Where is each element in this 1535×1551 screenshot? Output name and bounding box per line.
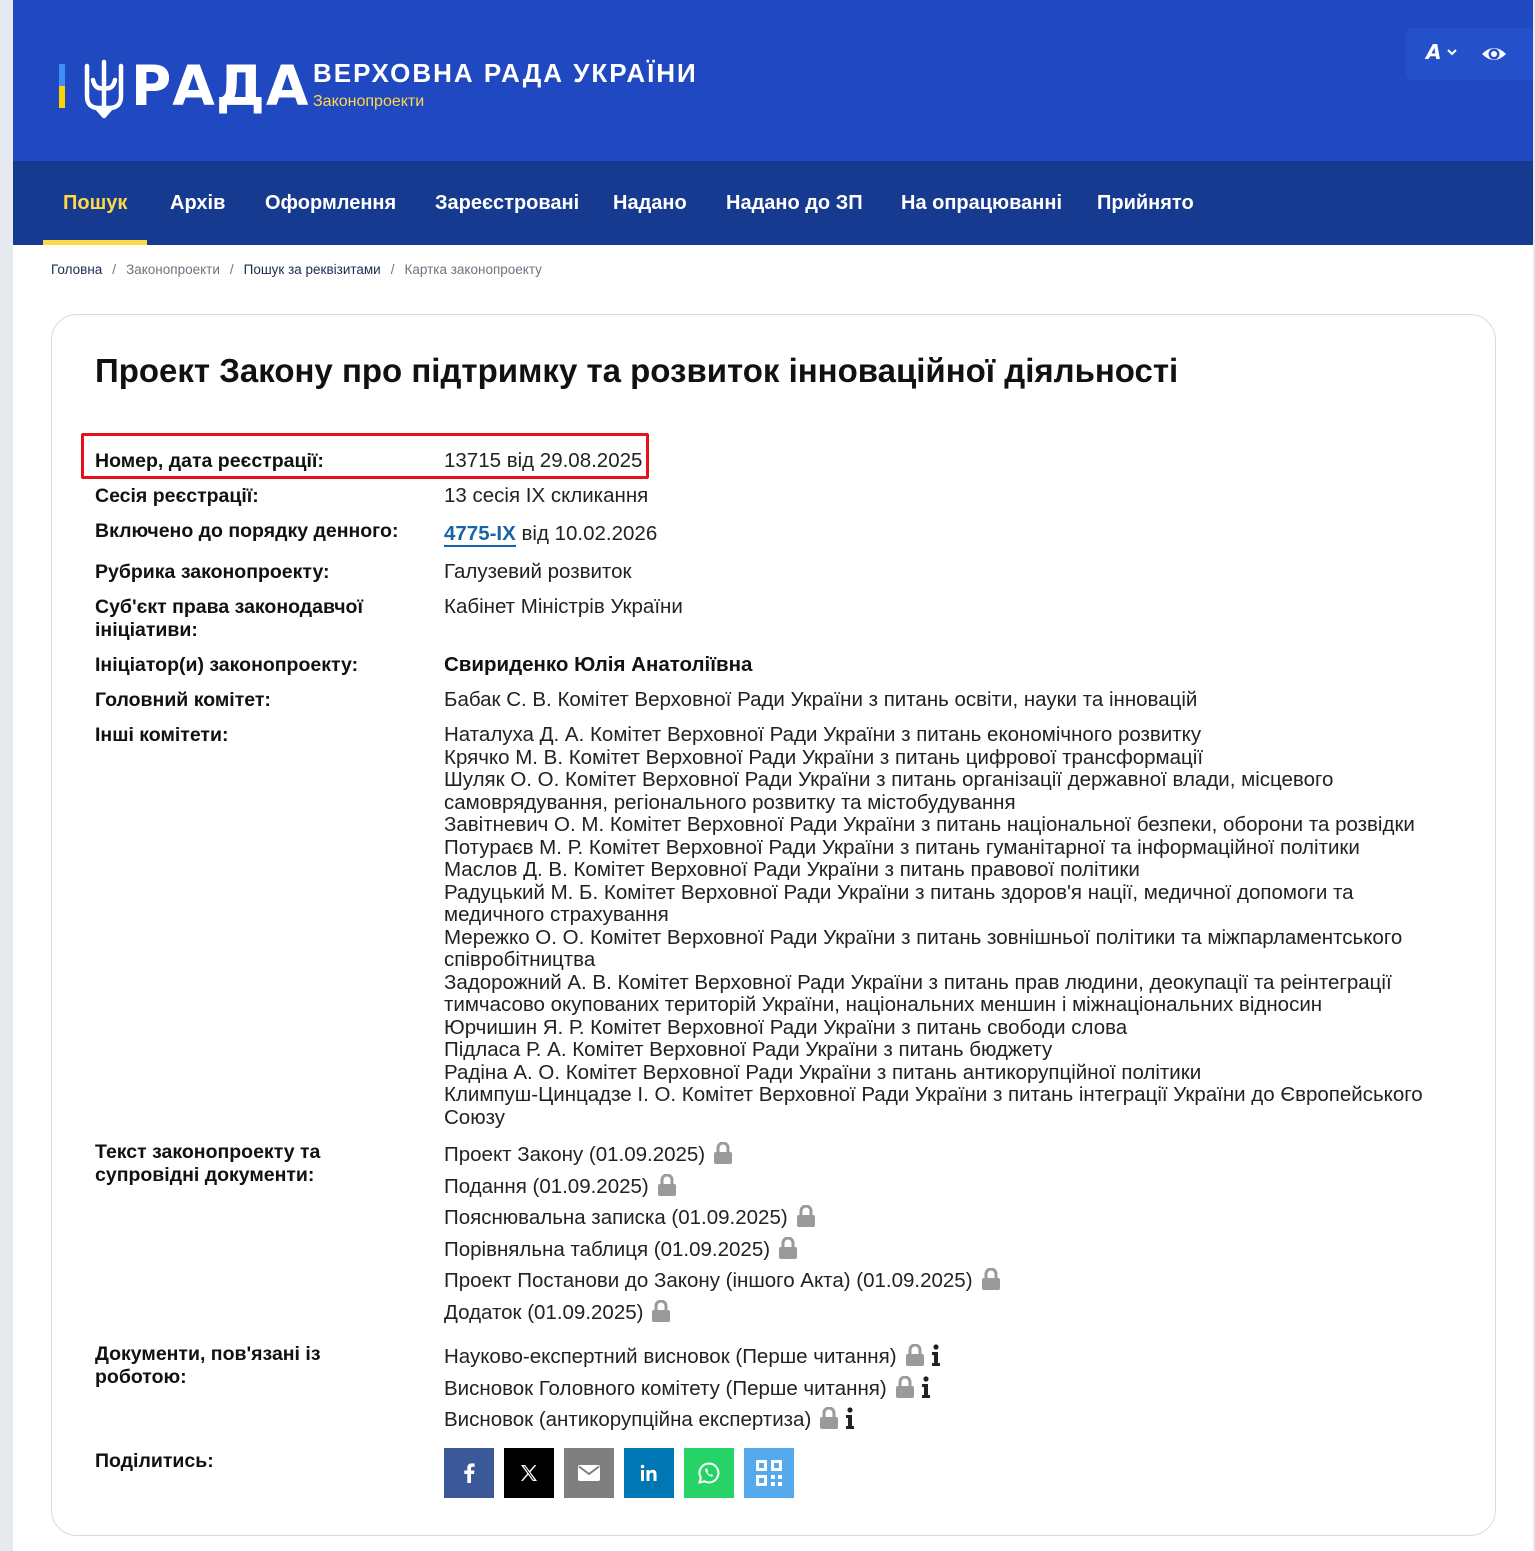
document-item xyxy=(444,1404,1444,1436)
field-label: Ініціатор(и) законопроекту: xyxy=(95,654,359,676)
nav-item-search[interactable]: Пошук xyxy=(43,161,147,245)
field-label: Сесія реєстрації: xyxy=(95,485,259,507)
lock-icon xyxy=(657,1174,677,1196)
section-subtitle: Законопроекти xyxy=(313,93,425,110)
nav-item-adopted[interactable]: Прийнято xyxy=(1097,192,1194,214)
list-item: Климпуш-Цинцадзе І. О. Комітет Верховної Ради України з питань інтеграції України до Європейського Союзу xyxy=(444,1083,1423,1129)
main-committee-value: Бабак С. В. Комітет Верховної Ради України з питань освіти, науки та інновацій xyxy=(444,688,1198,711)
info-icon[interactable] xyxy=(921,1376,931,1398)
list-item: Юрчишин Я. Р. Комітет Верховної Ради України з питань свободи слова xyxy=(444,1015,1128,1039)
eye-icon[interactable] xyxy=(1481,42,1507,66)
ukraine-flag-icon xyxy=(59,64,65,108)
accessibility-tools xyxy=(1406,28,1533,80)
field-label: Інші комітети: xyxy=(95,724,229,746)
document-title[interactable]: Подання (01.09.2025) xyxy=(444,1174,649,1198)
logo-wordmark[interactable]: РАДА xyxy=(131,54,310,118)
field-label: Головний комітет: xyxy=(95,689,271,711)
list-item: Потураєв М. Р. Комітет Верховної Ради України з питань гуманітарної та інформаційної політики xyxy=(444,835,1360,859)
bill-card xyxy=(51,314,1496,1536)
lock-icon xyxy=(796,1205,816,1227)
document-title[interactable]: Науково-експертний висновок (Перше читання) xyxy=(444,1345,897,1368)
breadcrumb: Головна / Законопроекти / Пошук за реквізитами / Картка законопроекту xyxy=(51,262,542,277)
lock-icon xyxy=(819,1407,839,1429)
document-item xyxy=(444,1341,1444,1373)
document-item xyxy=(444,1202,1444,1234)
list-item: Задорожний А. В. Комітет Верховної Ради України з питань прав людини, деокупації та реінтеграції тимчасово окупованих територій України, національних меншин і міжнаціональних відносин xyxy=(444,970,1392,1016)
chevron-down-icon[interactable] xyxy=(1446,46,1458,58)
list-item: Маслов Д. В. Комітет Верховної Ради України з питань правової політики xyxy=(444,858,1140,881)
page-title: Проект Закону про підтримку та розвиток інноваційної діяльності xyxy=(95,352,1179,389)
session-value: 13 сесія IX скликання xyxy=(444,484,649,507)
document-item xyxy=(444,1171,1444,1203)
lock-icon xyxy=(895,1376,915,1398)
document-item xyxy=(444,1234,1444,1266)
field-label: Текст законопроекту та супровідні документи: xyxy=(95,1141,321,1186)
page xyxy=(13,0,1533,1551)
nav-item-registered[interactable]: Зареєстровані xyxy=(435,192,580,214)
list-item: Наталуха Д. А. Комітет Верховної Ради України з питань економічного розвитку xyxy=(444,723,1202,746)
subject-value: Кабінет Міністрів України xyxy=(444,595,683,618)
trident-icon xyxy=(83,58,125,120)
document-title[interactable]: Додаток (01.09.2025) xyxy=(444,1300,644,1324)
agenda-value xyxy=(444,523,1444,546)
document-title[interactable]: Висновок Головного комітету (Перше читання) xyxy=(444,1376,887,1400)
lock-icon xyxy=(713,1142,733,1164)
main-navigation xyxy=(13,161,1533,245)
share-x-button[interactable] xyxy=(504,1448,554,1498)
lock-icon xyxy=(905,1344,925,1366)
list-item: Радуцький М. Б. Комітет Верховної Ради України з питань здоров'я нації, медичної допомоги та медичного страхування xyxy=(444,880,1354,926)
list-item: Підласа Р. А. Комітет Верховної Ради України з питань бюджету xyxy=(444,1038,1053,1061)
document-title[interactable]: Порівняльна таблиця (01.09.2025) xyxy=(444,1237,771,1261)
document-title[interactable]: Пояснювальна записка (01.09.2025) xyxy=(444,1206,788,1230)
list-item: Мережко О. О. Комітет Верховної Ради України з питань зовнішньої політики та міжпарламентського співробітництва xyxy=(444,925,1403,971)
share-whatsapp-button[interactable] xyxy=(684,1448,734,1498)
document-title[interactable]: Проект Постанови до Закону (іншого Акта) (01.09.2025) xyxy=(444,1269,973,1293)
field-label: Номер, дата реєстрації: xyxy=(95,450,324,472)
font-size-button[interactable]: A xyxy=(1426,40,1442,64)
agenda-resolution-link[interactable]: 4775-IX xyxy=(444,522,516,545)
texts-list xyxy=(444,1139,1444,1329)
facebook-icon xyxy=(463,1463,475,1483)
field-label: Документи, пов'язані із роботою: xyxy=(95,1343,321,1388)
document-item xyxy=(444,1265,1444,1297)
lock-icon xyxy=(651,1300,671,1322)
email-icon xyxy=(578,1465,600,1481)
nav-item-in-processing[interactable]: На опрацюванні xyxy=(901,192,1063,214)
list-item: Завітневич О. М. Комітет Верховної Ради України з питань національної безпеки, оборони та розвідки xyxy=(444,813,1415,836)
share-email-button[interactable] xyxy=(564,1448,614,1498)
registration-number-value: 13715 від 29.08.2025 xyxy=(444,449,643,472)
nav-item-provided[interactable]: Надано xyxy=(613,192,687,214)
whatsapp-icon xyxy=(697,1461,721,1485)
field-label: Рубрика законопроекту: xyxy=(95,561,330,583)
linkedin-icon xyxy=(640,1464,658,1482)
rubric-value: Галузевий розвиток xyxy=(444,560,632,583)
list-item: Крячко М. В. Комітет Верховної Ради України з питань цифрової трансформації xyxy=(444,745,1204,769)
agenda-date: від 10.02.2026 xyxy=(521,522,658,545)
info-icon[interactable] xyxy=(845,1407,855,1429)
organization-title: ВЕРХОВНА РАДА УКРАЇНИ xyxy=(313,58,698,88)
initiator-value: Свириденко Юлія Анатоліївна xyxy=(444,653,753,676)
share-facebook-button[interactable] xyxy=(444,1448,494,1498)
breadcrumb-bills[interactable]: Законопроекти xyxy=(126,262,220,277)
lock-icon xyxy=(981,1268,1001,1290)
breadcrumb-current: Картка законопроекту xyxy=(404,262,542,277)
document-title[interactable]: Проект Закону (01.09.2025) xyxy=(444,1143,706,1166)
x-icon xyxy=(519,1463,539,1483)
other-committees-list xyxy=(444,724,1454,1129)
list-item: Шуляк О. О. Комітет Верховної Ради України з питань організації державної влади, місцевого самоврядування, регіонального розвитку та містобудування xyxy=(444,768,1334,814)
field-label: Поділитись: xyxy=(95,1450,214,1472)
field-label: Включено до порядку денного: xyxy=(95,520,399,542)
lock-icon xyxy=(778,1237,798,1259)
document-title[interactable]: Висновок (антикорупційна експертиза) xyxy=(444,1408,812,1432)
nav-item-drafting[interactable]: Оформлення xyxy=(265,192,397,214)
qr-code-icon xyxy=(755,1459,783,1487)
nav-item-archive[interactable]: Архів xyxy=(170,192,226,214)
breadcrumb-search[interactable]: Пошук за реквізитами xyxy=(243,262,381,277)
site-header xyxy=(13,0,1533,161)
list-item: Радіна А. О. Комітет Верховної Ради України з питань антикорупційної політики xyxy=(444,1060,1202,1084)
info-icon[interactable] xyxy=(931,1344,941,1366)
document-item xyxy=(444,1297,1444,1329)
breadcrumb-home[interactable]: Головна xyxy=(51,262,103,277)
related-docs-list xyxy=(444,1341,1444,1436)
share-linkedin-button[interactable] xyxy=(624,1448,674,1498)
field-label: Суб'єкт права законодавчої ініціативи: xyxy=(95,596,363,641)
document-item xyxy=(444,1139,1444,1171)
share-qr-code-button[interactable] xyxy=(744,1448,794,1498)
nav-item-provided-zp[interactable]: Надано до ЗП xyxy=(726,192,863,214)
document-item xyxy=(444,1373,1444,1405)
